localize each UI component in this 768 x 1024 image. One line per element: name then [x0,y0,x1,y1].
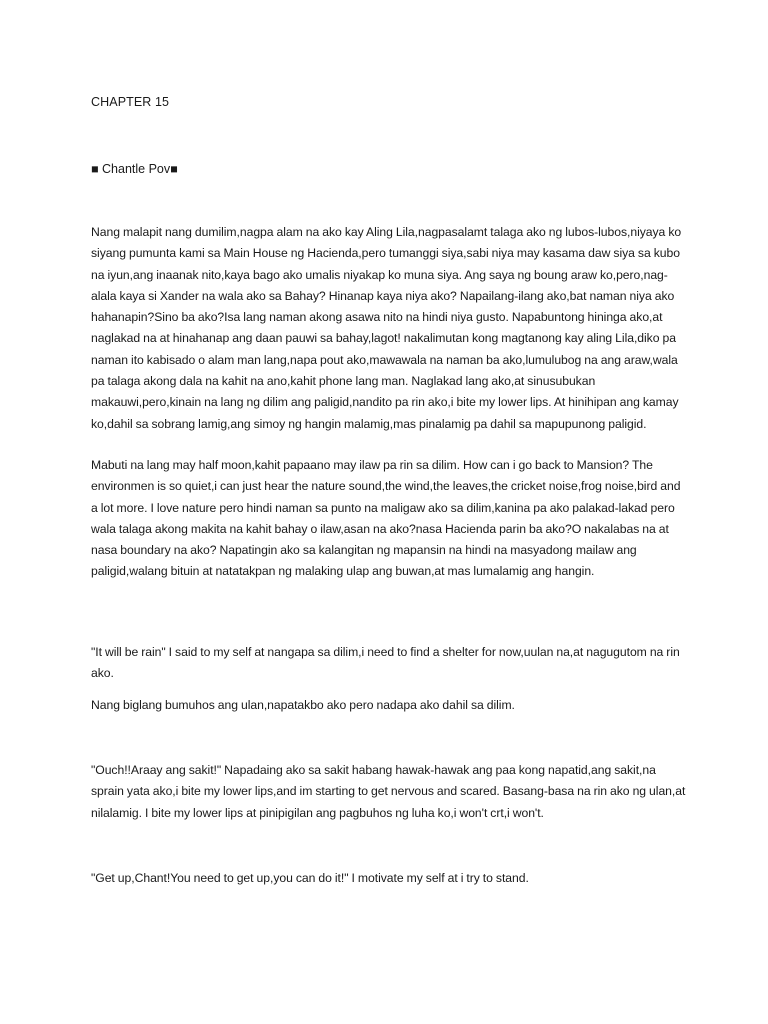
paragraph: Nang malapit nang dumilim,nagpa alam na ako kay Aling Lila,nagpasalamt talaga ako ng lubos-lubos,niyaya ko siyang pumunta kami sa Main House ng Hacienda,pero tumanggi siya,sabi niya may kasama daw siya sa kubo na iyun,ang inaanak nito,kaya bago ako umalis niyakap ko muna siya. Ang saya ng boung araw ko,pero,nag-alala kaya si Xander na wala ako sa Bahay? Hinanap kaya niya ako? Napailang-ilang ako,bat naman niya ako hahanapin?Sino ba ako?Isa lang naman akong asawa nito na hindi niya gusto. Napabuntong hininga ako,at naglakad na at hinahanap ang daan pauwi sa bahay,lagot! nakalimutan kong magtanong kay aling Lila,diko pa naman ito kabisado o alam man lang,napa pout ako,mawawala na naman ba ako,lumulubog na ang araw,wala pa talaga akong dala na kahit na ano,kahit phone lang man. Naglakad lang ako,at sinusubukan makauwi,pero,kinain na lang ng dilim ang paligid,nandito pa rin ako,i bite my lower lips. At hinihipan ang kamay ko,dahil sa sobrang lamig,ang simoy ng hangin malamig,mas pinalamig pa dahil sa mapupunong paligid. [91,225,682,431]
pov-heading: ■ Chantle Pov■ [91,162,178,176]
paragraph: Nang biglang bumuhos ang ulan,napatakbo ako pero nadapa ako dahil sa dilim. [91,698,515,712]
chapter-title: CHAPTER 15 [91,95,170,109]
paragraph: "It will be rain" I said to my self at nangapa sa dilim,i need to find a shelter for now,uulan na,at nagugutom na rin ako. [91,645,680,681]
paragraph: "Ouch!!Araay ang sakit!" Napadaing ako sa sakit habang hawak-hawak ang paa kong napatid,ang sakit,na sprain yata ako,i bite my lower lips,and im starting to get nervous and scared. Basang-basa na rin ako ng ulan,at nilalamig. I bite my lower lips at pinipigilan ang pagbuhos ng luha ko,i won't crt,i won't. [91,763,686,820]
paragraph: Mabuti na lang may half moon,kahit papaano may ilaw pa rin sa dilim. How can i go back to Mansion? The environmen is so quiet,i can just hear the nature sound,the wind,the leaves,the cricket noise,frog noise,bird and a lot more. I love nature pero hindi naman sa punto na maligaw ako sa dilim,kanina pa ako palakad-lakad pero wala talaga akong makita na kahit bahay o ilaw,asan na ako?nasa Hacienda parin ba ako?O nakalabas na at nasa boundary na ako? Napatingin ako sa kalangitan ng mapansin na hindi na masyadong mailaw ang paligid,walang bituin at natatakpan ng malaking ulap ang buwan,at mas lumalamig ang hangin. [91,458,681,579]
paragraph: "Get up,Chant!You need to get up,you can do it!" I motivate my self at i try to stand. [91,871,529,885]
